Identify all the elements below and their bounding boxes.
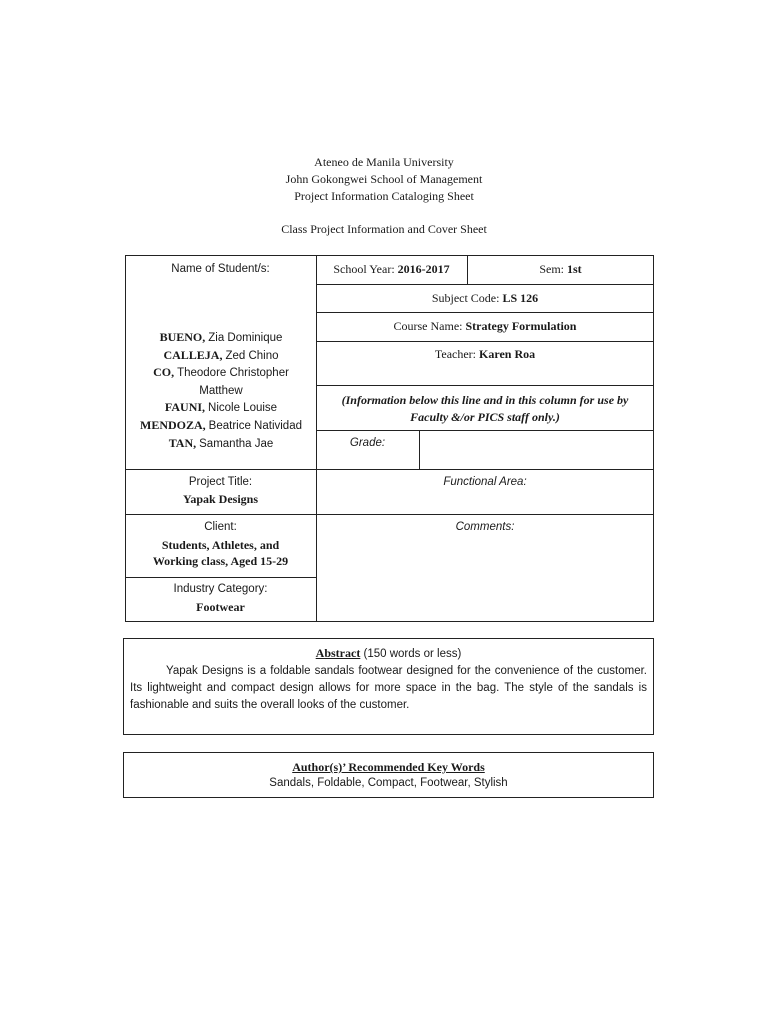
- industry-value: Footwear: [196, 600, 245, 614]
- grade-field: [420, 431, 653, 469]
- student-name: BUENO, Zia Dominique: [159, 330, 283, 344]
- grade-label: Grade:: [349, 437, 386, 449]
- comments-label: Comments:: [455, 521, 515, 533]
- client-line-2: Working class, Aged 15-29: [152, 554, 289, 568]
- keywords-heading: Author(s)’ Recommended Key Words: [292, 760, 485, 774]
- faculty-note: (Information below this line and in this column for use by Faculty &/or PICS staff only.): [341, 393, 629, 424]
- student-name: Matthew: [199, 384, 243, 397]
- students-label: Name of Student/s:: [171, 263, 270, 275]
- client-line-1: Students, Athletes, and: [161, 538, 280, 552]
- student-name: CALLEJA, Zed Chino: [163, 347, 279, 362]
- university-name: Ateneo de Manila University: [314, 155, 454, 169]
- client-label: Client:: [204, 521, 237, 533]
- keywords-box: [123, 752, 654, 798]
- sheet-title: Project Information Cataloging Sheet: [294, 189, 474, 203]
- student-name: TAN, Samantha Jae: [168, 435, 274, 450]
- course-name-cell: Course Name: Strategy Formulation: [393, 319, 577, 333]
- teacher-cell: Teacher: Karen Roa: [434, 347, 536, 361]
- abstract-body: Yapak Designs is a foldable sandals footwear designed for the convenience of the customer. Its lightweight and compact design allows for more space in the bag. The style of the sandals is fashionable and suits the overall looks of the customer.: [130, 665, 647, 711]
- abstract-box: [123, 638, 654, 735]
- abstract-heading: Abstract (150 words or less): [315, 646, 462, 660]
- sheet-subtitle: Class Project Information and Cover Sheet: [281, 222, 487, 236]
- subject-code-cell: Subject Code: LS 126: [431, 291, 539, 305]
- school-year-cell: School Year: 2016-2017: [333, 262, 450, 276]
- project-title-label: Project Title:: [188, 476, 253, 488]
- functional-area-label: Functional Area:: [443, 476, 527, 488]
- school-name: John Gokongwei School of Management: [285, 172, 483, 186]
- project-title: Yapak Designs: [182, 492, 259, 506]
- sem-cell: Sem: 1st: [539, 262, 582, 276]
- student-name: CO, Theodore Christopher: [153, 365, 289, 380]
- industry-label: Industry Category:: [173, 583, 268, 595]
- keywords-list: Sandals, Foldable, Compact, Footwear, Stylish: [269, 777, 508, 789]
- student-name: MENDOZA, Beatrice Natividad: [140, 417, 302, 432]
- student-name: FAUNI, Nicole Louise: [164, 400, 278, 415]
- student-list: [126, 329, 316, 452]
